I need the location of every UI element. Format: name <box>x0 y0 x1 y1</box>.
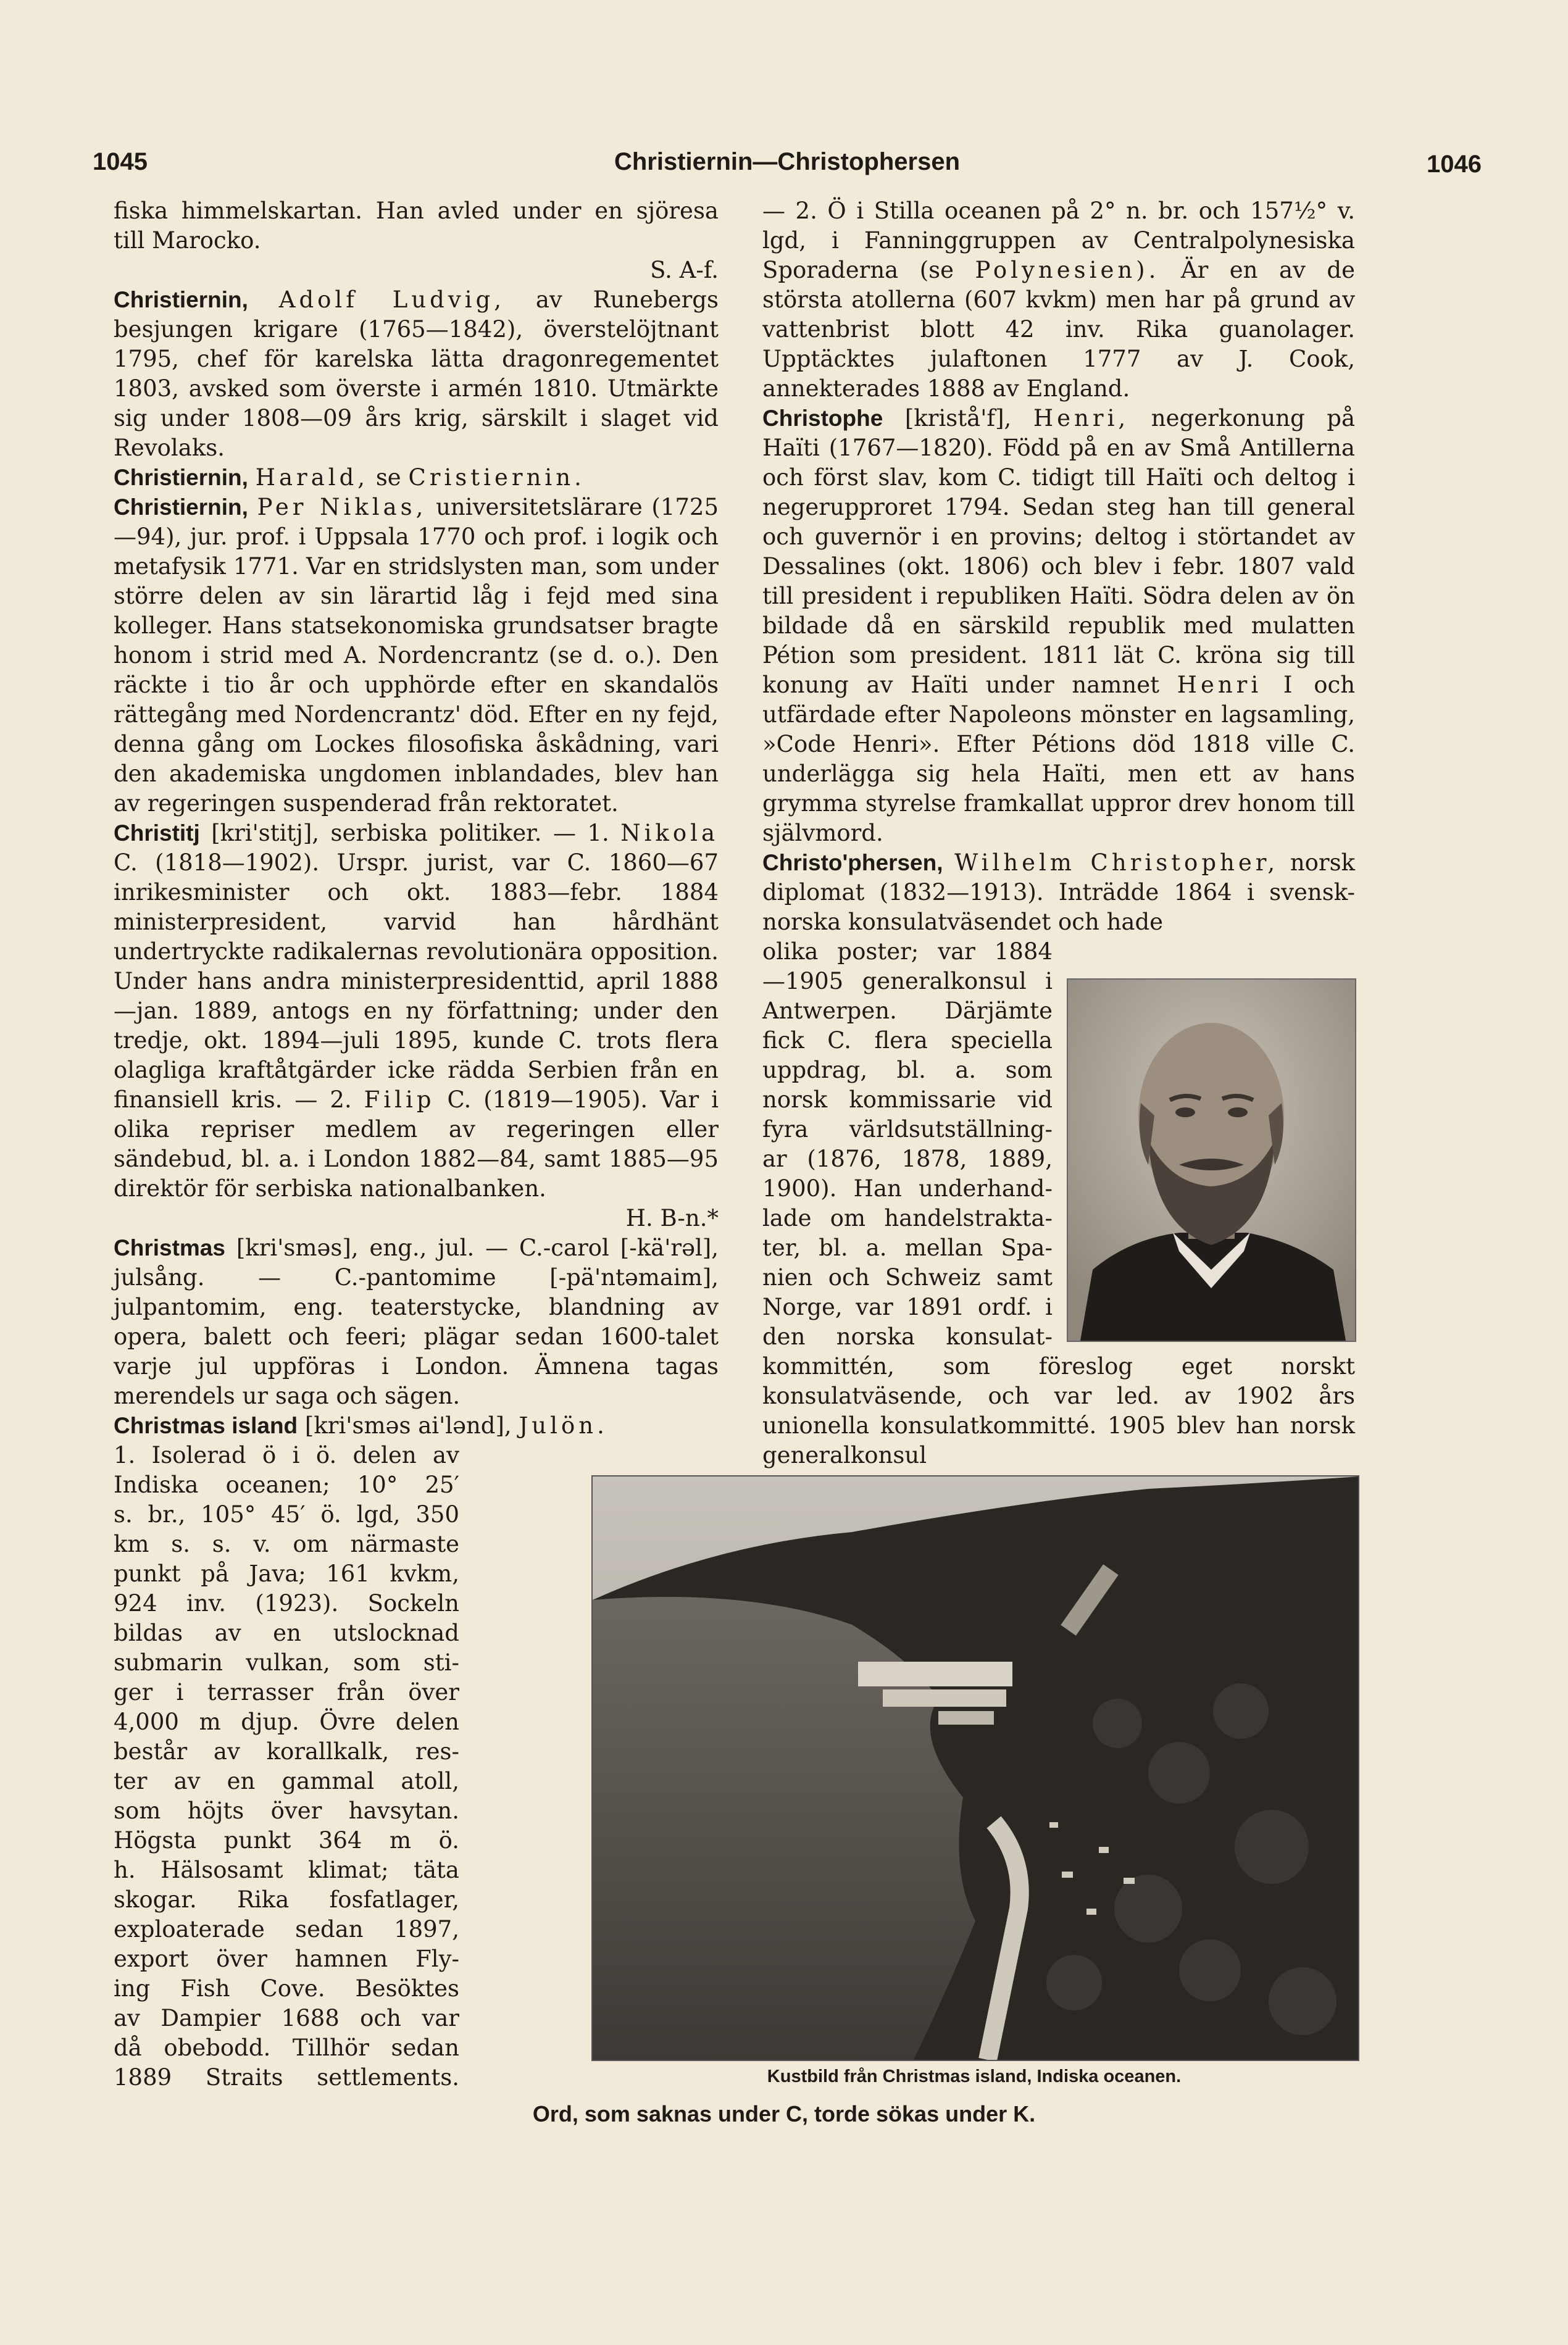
text-line: exploaterade sedan 1897, <box>114 1916 459 1943</box>
text-line: nien och Schweiz samt <box>762 1264 1053 1291</box>
portrait-photo <box>1067 978 1356 1342</box>
entry-christophersen: Christo'phersen, Wilhelm Christopher, norsk diplomat (1832—1913). Inträdde 1864 i svensk-norska konsulatväsendet och hade <box>762 849 1356 935</box>
entry-christiernin-adolf: Christiernin, Adolf Ludvig, av Runebergs besjungen krigare (1765—1842), överstelöjtnant 1795, chef för karelska lätta dragonregementet 1803, avsked som överste i armén 1810. Utmärkte sig under 1808—09 års krig, särskilt i slaget vid Revolaks. <box>114 286 719 461</box>
text-line: som höjts över havsytan. <box>114 1797 459 1824</box>
coast-photo <box>591 1475 1359 2061</box>
headword: Christmas <box>114 1235 225 1260</box>
footnote: Ord, som saknas under C, torde sökas under K. <box>532 2101 1036 2126</box>
headword: Christitj <box>114 820 200 846</box>
text-line: 1900). Han underhand- <box>762 1175 1053 1202</box>
text-line: av Dampier 1688 och var <box>114 2005 459 2031</box>
text-line: 1889 Straits settlements. <box>114 2064 459 2091</box>
christophersen-lines <box>762 937 1053 1352</box>
spaced-name: Henri I <box>1177 672 1296 698</box>
spaced-name: Nikola <box>620 820 719 846</box>
text-line: punkt på Java; 161 kvkm, <box>114 1560 459 1587</box>
text-line: bildas av en utslocknad <box>114 1620 459 1646</box>
text-line: består av korallkalk, res- <box>114 1738 459 1765</box>
text-line: då obebodd. Tillhör sedan <box>114 2035 459 2061</box>
text-line: 4,000 m djup. Övre delen <box>114 1709 459 1735</box>
text-line: skogar. Rika fosfatlager, <box>114 1886 459 1913</box>
author-signature: S. A-f. <box>650 257 719 283</box>
author-signature: H. B-n.* <box>625 1205 719 1231</box>
entry-christiernin-per: Christiernin, Per Niklas, universitetslärare (1725—94), jur. prof. i Uppsala 1770 och prof. i logik och metafysik 1771. Var en stridslysten man, som under större delen av sin lärartid låg i fejd med sina kolleger. Hans statsekonomiska grundsatser bragte honom i strid med A. Nordencrantz (se d. o.). Den räckte i tio år och upphörde efter en skandalös rättegång med Nordencrantz' död. Efter en ny fejd, denna gång om Lockes filosofiska åskådning, vari den akademiska ungdomen inblandades, blev han av regeringen suspenderad från rektoratet. <box>114 494 719 817</box>
running-title: Christiernin—Christophersen <box>614 148 961 175</box>
coast-illustration <box>593 1477 1358 2060</box>
entry-continuation: fiska himmelskartan. Han avled under en sjöresa till Marocko. S. A-f. <box>114 196 719 285</box>
entry-christophersen-tail: kommittén, som föreslog eget norskt konsulatväsende, och var led. av 1902 års unionella konsulatkommitté. 1905 blev han norsk generalkonsul <box>762 1353 1355 1468</box>
portrait-illustration <box>1068 980 1355 1341</box>
headword: Christiernin, <box>114 465 248 490</box>
text-line: den norska konsulat- <box>762 1323 1053 1350</box>
entry-christmas: Christmas [kri'sməs], eng., jul. — C.-carol [-kä'rəl], julsång. — C.-pantomime [-pä'ntəmaim], julpantomim, eng. teaterstycke, blandning av opera, balett och feeri; plägar sedan 1600-talet varje jul uppföras i London. Ämnena tagas merendels ur saga och sägen. <box>114 1235 719 1409</box>
headword: Christophe <box>762 406 883 431</box>
text-line: ter, bl. a. mellan Spa- <box>762 1235 1053 1261</box>
text-line: km s. s. v. om närmaste <box>114 1531 459 1557</box>
text-line: ter av en gammal atoll, <box>114 1768 459 1794</box>
text-line: Antwerpen. Därjämte <box>762 998 1053 1024</box>
spaced-name: Wilhelm Christopher, <box>954 849 1279 876</box>
spaced-name: Harald, <box>255 464 369 491</box>
text-line: uppdrag, bl. a. som <box>762 1057 1053 1083</box>
christmas-island-lines <box>114 1441 459 2093</box>
page-number-right: 1046 <box>1427 151 1482 178</box>
text-line: ger i terrasser från över <box>114 1679 459 1706</box>
entry-christitj: Christitj [kri'stitj], serbiska politiker. — 1. Nikola C. (1818—1902). Urspr. jurist, var C. 1860—67 inrikesminister och okt. 1883—febr. 1884 ministerpresident, varvid han hårdhänt undertryckte radikalernas revolutionära opposition. Under hans andra ministerpresidenttid, april 1888—jan. 1889, antogs en ny författning; under den tredje, okt. 1894—juli 1895, kunde C. trots flera olagliga kraftåtgärder icke rädda Serbien från en finansiell kris. — 2. Filip C. (1819—1905). Var i olika repriser medlem av regeringen eller sändebud, bl. a. i London 1882—84, samt 1885—95 direktör för serbiska nationalbanken. H. B-n.* <box>114 818 719 1233</box>
text-line: lade om handelstrakta- <box>762 1205 1053 1231</box>
text-line: olika poster; var 1884 <box>762 938 1053 965</box>
headword: Christo'phersen, <box>762 850 943 875</box>
text-line: export över hamnen Fly- <box>114 1946 459 1972</box>
text-line: ing Fish Cove. Besöktes <box>114 1975 459 2002</box>
spaced-name: Per Niklas, <box>257 494 427 520</box>
text-line: Indiska oceanen; 10° 25′ <box>114 1472 459 1498</box>
text-line: submarin vulkan, som sti- <box>114 1649 459 1676</box>
text-line: —1905 generalkonsul i <box>762 968 1053 994</box>
cross-reference: Cristiernin. <box>408 464 585 491</box>
text-line: fick C. flera speciella <box>762 1027 1053 1054</box>
spaced-name: Henri, <box>1033 405 1130 431</box>
spaced-name: Adolf Ludvig, <box>278 286 506 313</box>
text-line: Högsta punkt 364 m ö. <box>114 1827 459 1854</box>
headword: Christmas island <box>114 1413 298 1438</box>
text-line: 1. Isolerad ö i ö. delen av <box>114 1442 459 1468</box>
text-line: ar (1876, 1878, 1889, <box>762 1146 1053 1172</box>
entry-christmas-island: Christmas island [kri'sməs ai'lənd], Julön. <box>114 1412 608 1439</box>
figure-caption: Kustbild från Christmas island, Indiska oceanen. <box>767 2067 1182 2086</box>
text-line: 924 inv. (1923). Sockeln <box>114 1590 459 1617</box>
page-number-left: 1045 <box>93 148 148 175</box>
headword: Christiernin, <box>114 494 248 520</box>
text-line: s. br., 105° 45′ ö. lgd, 350 <box>114 1501 459 1528</box>
text-line: h. Hälsosamt klimat; täta <box>114 1857 459 1883</box>
entry-christmas-island-2: — 2. Ö i Stilla oceanen på 2° n. br. och 157½° v. lgd, i Fanninggruppen av Centralpolynesiska Sporaderna (se Polynesien). Är en av de största atollerna (607 kvkm) men har på grund av vattenbrist blott 42 inv. Rika guanolager. Upptäcktes julaftonen 1777 av J. Cook, annekterades 1888 av England. <box>762 198 1355 402</box>
text-line: fyra världsutställning- <box>762 1116 1053 1143</box>
entry-christophe: Christophe [kristå'f], Henri, negerkonung på Haïti (1767—1820). Född på en av Små Antillerna och först slav, kom C. tidigt till Haïti och deltog i negerupproret 1794. Sedan steg han till general och guvernör i en provins; deltog i störtandet av Dessalines (okt. 1806) och blev i febr. 1807 vald till president i republiken Haïti. Södra delen av ön bildade då en särskild republik med mulatten Pétion som president. 1811 lät C. kröna sig till konung av Haïti under namnet Henri I och utfärdade efter Napoleons mönster en lagsamling, »Code Henri». Efter Pétions död 1818 ville C. underlägga sig hela Haïti, men ett av hans grymma styrelse framkallat uppror drev honom till självmord. <box>762 405 1356 846</box>
cross-reference: Polynesien). <box>975 257 1160 283</box>
text-line: Norge, var 1891 ordf. i <box>762 1294 1053 1320</box>
spaced-name: Julön. <box>519 1412 608 1439</box>
text-line: norsk kommissarie vid <box>762 1086 1053 1113</box>
entry-christiernin-harald: Christiernin, Harald, se Cristiernin. <box>114 464 585 491</box>
spaced-name: Filip <box>364 1086 435 1113</box>
page-header <box>93 143 1482 186</box>
headword: Christiernin, <box>114 287 248 312</box>
